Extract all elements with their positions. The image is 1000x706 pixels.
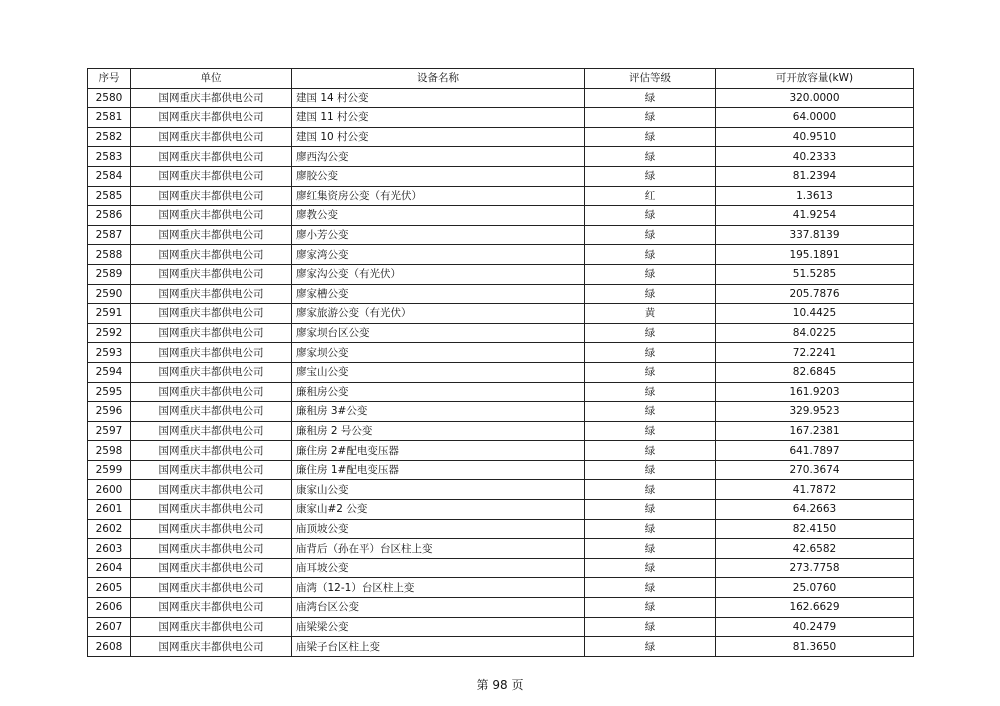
cell-device-name: 廖家旅游公变（有光伏） (292, 304, 585, 324)
cell-unit: 国网重庆丰都供电公司 (131, 362, 292, 382)
cell-index: 2595 (88, 382, 131, 402)
cell-capacity: 82.4150 (716, 519, 914, 539)
cell-unit: 国网重庆丰都供电公司 (131, 617, 292, 637)
cell-grade: 黄 (585, 304, 716, 324)
cell-device-name: 廖家坝台区公变 (292, 323, 585, 343)
cell-capacity: 273.7758 (716, 558, 914, 578)
cell-index: 2581 (88, 108, 131, 128)
cell-index: 2607 (88, 617, 131, 637)
cell-device-name: 廖家湾公变 (292, 245, 585, 265)
cell-capacity: 41.7872 (716, 480, 914, 500)
cell-device-name: 廖红集资房公变（有光伏） (292, 186, 585, 206)
table-row (88, 558, 914, 578)
cell-grade: 绿 (585, 637, 716, 657)
cell-device-name: 廉住房 2#配电变压器 (292, 441, 585, 461)
cell-index: 2603 (88, 539, 131, 559)
cell-grade: 绿 (585, 382, 716, 402)
cell-unit: 国网重庆丰都供电公司 (131, 382, 292, 402)
cell-capacity: 51.5285 (716, 264, 914, 284)
cell-index: 2606 (88, 598, 131, 618)
cell-capacity: 72.2241 (716, 343, 914, 363)
cell-capacity: 10.4425 (716, 304, 914, 324)
cell-capacity: 81.2394 (716, 166, 914, 186)
cell-unit: 国网重庆丰都供电公司 (131, 480, 292, 500)
table-row (88, 578, 914, 598)
cell-grade: 绿 (585, 362, 716, 382)
header-grade: 评估等级 (585, 69, 716, 89)
cell-device-name: 廉租房公变 (292, 382, 585, 402)
cell-device-name: 廖教公变 (292, 206, 585, 226)
table-row (88, 147, 914, 167)
cell-device-name: 庙背后（孙在平）台区柱上变 (292, 539, 585, 559)
cell-unit: 国网重庆丰都供电公司 (131, 323, 292, 343)
cell-capacity: 81.3650 (716, 637, 914, 657)
cell-capacity: 641.7897 (716, 441, 914, 461)
cell-capacity: 64.0000 (716, 108, 914, 128)
cell-grade: 绿 (585, 108, 716, 128)
cell-index: 2594 (88, 362, 131, 382)
cell-grade: 绿 (585, 460, 716, 480)
cell-index: 2589 (88, 264, 131, 284)
cell-device-name: 庙湾台区公变 (292, 598, 585, 618)
cell-grade: 绿 (585, 127, 716, 147)
cell-index: 2597 (88, 421, 131, 441)
header-unit: 单位 (131, 69, 292, 89)
cell-capacity: 40.2333 (716, 147, 914, 167)
cell-unit: 国网重庆丰都供电公司 (131, 127, 292, 147)
cell-index: 2590 (88, 284, 131, 304)
cell-unit: 国网重庆丰都供电公司 (131, 186, 292, 206)
cell-unit: 国网重庆丰都供电公司 (131, 147, 292, 167)
cell-grade: 绿 (585, 402, 716, 422)
cell-grade: 绿 (585, 500, 716, 520)
cell-index: 2584 (88, 166, 131, 186)
cell-index: 2588 (88, 245, 131, 265)
cell-grade: 绿 (585, 421, 716, 441)
cell-capacity: 40.2479 (716, 617, 914, 637)
table-row (88, 598, 914, 618)
cell-capacity: 42.6582 (716, 539, 914, 559)
table-body (88, 88, 914, 656)
table-row (88, 186, 914, 206)
cell-capacity: 82.6845 (716, 362, 914, 382)
cell-unit: 国网重庆丰都供电公司 (131, 88, 292, 108)
cell-index: 2601 (88, 500, 131, 520)
cell-grade: 绿 (585, 480, 716, 500)
cell-device-name: 建国 11 村公变 (292, 108, 585, 128)
cell-index: 2596 (88, 402, 131, 422)
table-row (88, 323, 914, 343)
cell-index: 2599 (88, 460, 131, 480)
cell-capacity: 41.9254 (716, 206, 914, 226)
table-row (88, 539, 914, 559)
cell-unit: 国网重庆丰都供电公司 (131, 598, 292, 618)
cell-device-name: 康家山公变 (292, 480, 585, 500)
table-row (88, 421, 914, 441)
table-row (88, 264, 914, 284)
cell-index: 2582 (88, 127, 131, 147)
cell-unit: 国网重庆丰都供电公司 (131, 558, 292, 578)
cell-grade: 绿 (585, 617, 716, 637)
cell-grade: 绿 (585, 578, 716, 598)
cell-grade: 绿 (585, 245, 716, 265)
cell-grade: 绿 (585, 88, 716, 108)
header-index: 序号 (88, 69, 131, 89)
cell-grade: 绿 (585, 147, 716, 167)
cell-capacity: 1.3613 (716, 186, 914, 206)
cell-grade: 绿 (585, 166, 716, 186)
table-row (88, 245, 914, 265)
cell-index: 2602 (88, 519, 131, 539)
table-row (88, 402, 914, 422)
table-row (88, 108, 914, 128)
cell-unit: 国网重庆丰都供电公司 (131, 421, 292, 441)
capacity-table (87, 68, 914, 657)
cell-index: 2600 (88, 480, 131, 500)
cell-unit: 国网重庆丰都供电公司 (131, 460, 292, 480)
cell-capacity: 270.3674 (716, 460, 914, 480)
cell-index: 2598 (88, 441, 131, 461)
cell-capacity: 167.2381 (716, 421, 914, 441)
cell-unit: 国网重庆丰都供电公司 (131, 304, 292, 324)
table-row (88, 637, 914, 657)
cell-unit: 国网重庆丰都供电公司 (131, 519, 292, 539)
cell-device-name: 庙湾（12-1）台区柱上变 (292, 578, 585, 598)
page-number: 第 98 页 (476, 678, 524, 692)
table-row (88, 362, 914, 382)
table-row (88, 382, 914, 402)
table-row (88, 127, 914, 147)
table-row (88, 519, 914, 539)
cell-index: 2593 (88, 343, 131, 363)
cell-unit: 国网重庆丰都供电公司 (131, 284, 292, 304)
cell-capacity: 195.1891 (716, 245, 914, 265)
table-row (88, 225, 914, 245)
cell-grade: 绿 (585, 206, 716, 226)
table-row (88, 206, 914, 226)
cell-index: 2587 (88, 225, 131, 245)
cell-unit: 国网重庆丰都供电公司 (131, 206, 292, 226)
table-row (88, 460, 914, 480)
cell-unit: 国网重庆丰都供电公司 (131, 441, 292, 461)
cell-device-name: 廖家坝公变 (292, 343, 585, 363)
cell-device-name: 廉住房 1#配电变压器 (292, 460, 585, 480)
cell-device-name: 廖胶公变 (292, 166, 585, 186)
cell-device-name: 建国 14 村公变 (292, 88, 585, 108)
table-header-row (88, 69, 914, 89)
cell-grade: 绿 (585, 264, 716, 284)
cell-grade: 绿 (585, 441, 716, 461)
table-row (88, 441, 914, 461)
cell-capacity: 84.0225 (716, 323, 914, 343)
table-row (88, 88, 914, 108)
cell-grade: 绿 (585, 558, 716, 578)
cell-index: 2585 (88, 186, 131, 206)
cell-capacity: 329.9523 (716, 402, 914, 422)
cell-unit: 国网重庆丰都供电公司 (131, 245, 292, 265)
cell-unit: 国网重庆丰都供电公司 (131, 264, 292, 284)
table-row (88, 617, 914, 637)
cell-capacity: 40.9510 (716, 127, 914, 147)
cell-device-name: 廖宝山公变 (292, 362, 585, 382)
cell-unit: 国网重庆丰都供电公司 (131, 225, 292, 245)
cell-unit: 国网重庆丰都供电公司 (131, 108, 292, 128)
cell-unit: 国网重庆丰都供电公司 (131, 637, 292, 657)
cell-grade: 绿 (585, 323, 716, 343)
cell-unit: 国网重庆丰都供电公司 (131, 539, 292, 559)
cell-capacity: 337.8139 (716, 225, 914, 245)
table-row (88, 284, 914, 304)
cell-device-name: 庙梁梁公变 (292, 617, 585, 637)
cell-device-name: 廖西沟公变 (292, 147, 585, 167)
cell-device-name: 廖小芳公变 (292, 225, 585, 245)
cell-grade: 绿 (585, 598, 716, 618)
cell-capacity: 161.9203 (716, 382, 914, 402)
cell-device-name: 廉租房 3#公变 (292, 402, 585, 422)
cell-device-name: 庙顶坡公变 (292, 519, 585, 539)
cell-grade: 绿 (585, 343, 716, 363)
cell-unit: 国网重庆丰都供电公司 (131, 166, 292, 186)
cell-device-name: 庙耳坡公变 (292, 558, 585, 578)
header-capacity: 可开放容量(kW) (716, 69, 914, 89)
cell-capacity: 320.0000 (716, 88, 914, 108)
cell-capacity: 25.0760 (716, 578, 914, 598)
cell-device-name: 廖家槽公变 (292, 284, 585, 304)
table-row (88, 166, 914, 186)
cell-index: 2583 (88, 147, 131, 167)
cell-unit: 国网重庆丰都供电公司 (131, 500, 292, 520)
cell-unit: 国网重庆丰都供电公司 (131, 402, 292, 422)
cell-device-name: 廖家沟公变（有光伏） (292, 264, 585, 284)
cell-capacity: 162.6629 (716, 598, 914, 618)
table-row (88, 343, 914, 363)
cell-device-name: 廉租房 2 号公变 (292, 421, 585, 441)
cell-grade: 绿 (585, 539, 716, 559)
cell-index: 2592 (88, 323, 131, 343)
table-row (88, 480, 914, 500)
cell-index: 2591 (88, 304, 131, 324)
cell-grade: 绿 (585, 225, 716, 245)
cell-index: 2608 (88, 637, 131, 657)
cell-device-name: 庙梁子台区柱上变 (292, 637, 585, 657)
header-device-name: 设备名称 (292, 69, 585, 89)
cell-index: 2605 (88, 578, 131, 598)
cell-index: 2580 (88, 88, 131, 108)
cell-device-name: 建国 10 村公变 (292, 127, 585, 147)
table-row (88, 304, 914, 324)
cell-capacity: 205.7876 (716, 284, 914, 304)
cell-capacity: 64.2663 (716, 500, 914, 520)
cell-index: 2586 (88, 206, 131, 226)
cell-device-name: 康家山#2 公变 (292, 500, 585, 520)
cell-unit: 国网重庆丰都供电公司 (131, 578, 292, 598)
cell-grade: 红 (585, 186, 716, 206)
cell-unit: 国网重庆丰都供电公司 (131, 343, 292, 363)
cell-index: 2604 (88, 558, 131, 578)
cell-grade: 绿 (585, 284, 716, 304)
table-row (88, 500, 914, 520)
cell-grade: 绿 (585, 519, 716, 539)
